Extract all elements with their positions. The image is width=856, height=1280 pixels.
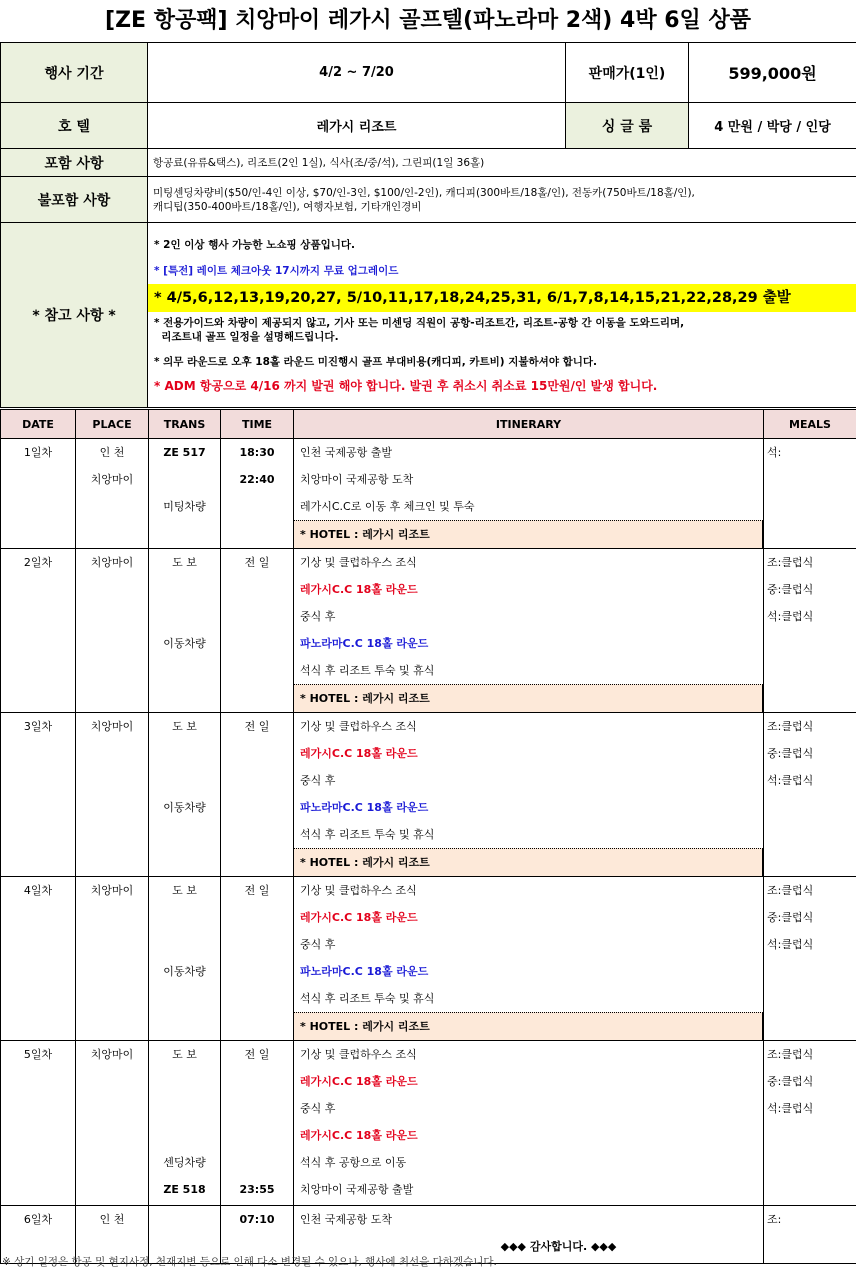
single-room-label: 싱 글 룸 — [566, 103, 689, 149]
place-text — [76, 740, 148, 767]
day-date-cell — [1, 713, 76, 877]
itinerary-line: 레가시C.C 18홀 라운드 — [300, 911, 418, 924]
itinerary-line: 기상 및 클럽하우스 조식 — [300, 720, 417, 733]
footer-note: ※ 상기 일정은 항공 및 현지사정, 천재지변 등으로 인해 다소 변경될 수 있으나, 행사에 최선을 다하겠습니다. — [2, 1256, 497, 1268]
meal-text: 석: — [767, 446, 782, 459]
place-text — [76, 767, 148, 794]
trans-text — [149, 848, 220, 875]
day-itinerary-cell — [294, 439, 764, 549]
meal-text — [767, 1012, 856, 1039]
day-itinerary-cell — [294, 877, 764, 1041]
meal-text — [767, 794, 856, 821]
meal-text: 중:클럽식 — [767, 583, 814, 596]
time-text: 07:10 — [239, 1213, 275, 1226]
header-place: PLACE — [76, 410, 149, 439]
hotel-line: * HOTEL : 레가시 리조트 — [294, 1012, 763, 1040]
note-adm: * ADM 항공으로 4/16 까지 발권 해야 합니다. 발권 후 취소시 취소료 15만원/인 발생 합니다. — [154, 378, 658, 393]
include-value: 항공료(유류&택스), 리조트(2인 1실), 식사(조/중/석), 그린피(1일 36홀) — [148, 149, 856, 177]
trans-text — [149, 657, 220, 684]
itinerary-line: 레가시C.C 18홀 라운드 — [300, 1075, 418, 1088]
place-text — [76, 1176, 148, 1203]
time-text — [221, 1122, 293, 1149]
meal-text: 조:클럽식 — [767, 884, 814, 897]
period-label: 행사 기간 — [1, 43, 148, 103]
time-text — [221, 794, 293, 821]
day-meals-cell — [764, 549, 856, 713]
itinerary-line: 기상 및 클럽하우스 조식 — [300, 556, 417, 569]
itinerary-line: 중식 후 — [300, 774, 336, 787]
trans-text — [149, 985, 220, 1012]
meal-text — [767, 985, 856, 1012]
day-place-cell — [76, 439, 149, 549]
day-label: 3일차 — [23, 720, 53, 733]
place-text — [76, 493, 148, 520]
place-text — [76, 576, 148, 603]
itinerary-line: 파노라마C.C 18홀 라운드 — [300, 637, 429, 650]
note-departure-dates: * 4/5,6,12,13,19,20,27, 5/10,11,17,18,24,25,31, 6/1,7,8,14,15,21,22,28,29 출발 — [148, 284, 856, 312]
itinerary-table — [0, 409, 856, 1264]
place-text: 치앙마이 — [90, 1048, 134, 1061]
meal-text: 석:클럽식 — [767, 938, 814, 951]
itinerary-line: 석식 후 리조트 투숙 및 휴식 — [300, 828, 435, 841]
time-text: 전 일 — [244, 1048, 270, 1061]
time-text — [221, 985, 293, 1012]
day-label: 4일차 — [23, 884, 53, 897]
notes-label: * 참고 사항 * — [1, 223, 148, 408]
header-meals: MEALS — [764, 410, 856, 439]
trans-text: ZE 517 — [163, 446, 206, 459]
day-itinerary-cell — [294, 549, 764, 713]
itinerary-line: 기상 및 클럽하우스 조식 — [300, 1048, 417, 1061]
meal-text: 조:클럽식 — [767, 720, 814, 733]
time-text — [221, 931, 293, 958]
time-text — [221, 1149, 293, 1176]
time-text — [221, 958, 293, 985]
day-trans-cell — [149, 713, 221, 877]
place-text: 치앙마이 — [90, 884, 134, 897]
place-text: 치앙마이 — [90, 720, 134, 733]
trans-text — [149, 684, 220, 711]
itinerary-line: 인천 국제공항 출발 — [300, 446, 393, 459]
itinerary-line: 석식 후 공항으로 이동 — [300, 1156, 407, 1169]
itinerary-line: ◆◆◆ 감사합니다. ◆◆◆ — [500, 1240, 617, 1253]
itinerary-line: 레가시C.C 18홀 라운드 — [300, 747, 418, 760]
trans-text — [149, 1012, 220, 1039]
trans-text: 미팅차량 — [163, 500, 206, 513]
place-text — [76, 603, 148, 630]
meal-text — [767, 493, 856, 520]
day-date-cell — [1, 877, 76, 1041]
itinerary-line: 치앙마이 국제공항 출발 — [300, 1183, 414, 1196]
place-text — [76, 904, 148, 931]
itinerary-line: 중식 후 — [300, 938, 336, 951]
meal-text — [767, 520, 856, 547]
trans-text: 도 보 — [172, 720, 197, 733]
time-text — [221, 904, 293, 931]
itinerary-line: 레가시C.C로 이동 후 체크인 및 투숙 — [300, 500, 475, 513]
itinerary-line: 치앙마이 국제공항 도착 — [300, 473, 414, 486]
note-no-shopping: * 2인 이상 행사 가능한 노쇼핑 상품입니다. — [154, 238, 356, 251]
day-date-cell — [1, 1041, 76, 1206]
exclude-line: 미팅센딩차량비($50/인-4인 이상, $70/인-3인, $100/인-2인), 캐디피(300바트/18홀/인), 전동카(750바트/18홀/인), — [153, 186, 695, 199]
day-label: 5일차 — [23, 1048, 53, 1061]
price-label: 판매가(1인) — [566, 43, 689, 103]
itinerary-line: 인천 국제공항 도착 — [300, 1213, 393, 1226]
time-text: 22:40 — [239, 473, 275, 486]
time-text — [221, 848, 293, 875]
day-time-cell — [221, 439, 294, 549]
hotel-line: * HOTEL : 레가시 리조트 — [294, 520, 763, 548]
page-title: [ZE 항공팩] 치앙마이 레가시 골프텔(파노라마 2색) 4박 6일 상품 — [105, 8, 751, 33]
meal-text: 조:클럽식 — [767, 556, 814, 569]
trans-text — [149, 520, 220, 547]
place-text — [76, 931, 148, 958]
trans-text: 도 보 — [172, 1048, 197, 1061]
trans-text — [149, 904, 220, 931]
trans-text — [149, 767, 220, 794]
time-text — [221, 520, 293, 547]
day-row — [1, 1041, 856, 1206]
itinerary-line: 파노라마C.C 18홀 라운드 — [300, 965, 429, 978]
day-meals-cell — [764, 1041, 856, 1206]
day-trans-cell — [149, 439, 221, 549]
place-text — [76, 1149, 148, 1176]
meal-text: 조:클럽식 — [767, 1048, 814, 1061]
trans-text — [149, 740, 220, 767]
trans-text — [149, 1068, 220, 1095]
notes-cell — [148, 223, 856, 408]
day-meals-cell — [764, 439, 856, 549]
exclude-value — [148, 177, 856, 223]
note-guide — [148, 312, 856, 350]
place-text — [76, 794, 148, 821]
place-text: 치앙마이 — [90, 556, 134, 569]
day-row — [1, 549, 856, 713]
day-time-cell — [221, 877, 294, 1041]
itinerary-line: 기상 및 클럽하우스 조식 — [300, 884, 417, 897]
meal-text — [767, 466, 856, 493]
trans-text — [149, 1095, 220, 1122]
meal-text — [767, 630, 856, 657]
header-trans: TRANS — [149, 410, 221, 439]
meal-text: 석:클럽식 — [767, 1102, 814, 1115]
day-time-cell — [221, 713, 294, 877]
trans-text — [149, 466, 220, 493]
trans-text — [149, 1122, 220, 1149]
place-text — [76, 520, 148, 547]
info-table — [0, 42, 856, 408]
meal-text — [767, 1122, 856, 1149]
day-trans-cell — [149, 1041, 221, 1206]
day-label: 6일차 — [23, 1213, 53, 1226]
itinerary-line: 레가시C.C 18홀 라운드 — [300, 1129, 418, 1142]
day-place-cell — [76, 713, 149, 877]
meal-text — [767, 848, 856, 875]
trans-text — [149, 576, 220, 603]
meal-text: 중:클럽식 — [767, 747, 814, 760]
note-mandatory-round: * 의무 라운드로 오후 18홀 라운드 미진행시 골프 부대비용(캐디피, 카트비) 지불하셔야 합니다. — [154, 355, 598, 368]
trans-text: 도 보 — [172, 556, 197, 569]
time-text — [221, 603, 293, 630]
day-row — [1, 439, 856, 549]
trans-text: 이동차량 — [163, 801, 206, 814]
exclude-label: 불포함 사항 — [1, 177, 148, 223]
trans-text: 이동차량 — [163, 965, 206, 978]
time-text — [221, 493, 293, 520]
hotel-line: * HOTEL : 레가시 리조트 — [294, 848, 763, 876]
time-text: 전 일 — [244, 884, 270, 897]
time-text — [221, 657, 293, 684]
meal-text — [767, 1233, 856, 1260]
trans-text — [149, 1206, 220, 1233]
time-text — [221, 1095, 293, 1122]
day-label: 1일차 — [23, 446, 53, 459]
day-meals-cell — [764, 877, 856, 1041]
time-text — [221, 630, 293, 657]
day-date-cell — [1, 439, 76, 549]
time-text — [221, 1068, 293, 1095]
period-value: 4/2 ~ 7/20 — [148, 43, 566, 103]
exclude-line: 캐디팁(350-400바트/18홀/인), 여행자보험, 기타개인경비 — [153, 200, 422, 213]
meal-text: 조: — [767, 1213, 782, 1226]
time-text: 전 일 — [244, 720, 270, 733]
place-text — [76, 657, 148, 684]
price-value: 599,000원 — [689, 43, 856, 103]
place-text: 인 천 — [99, 446, 125, 459]
day-place-cell — [76, 877, 149, 1041]
place-text — [76, 821, 148, 848]
place-text — [76, 848, 148, 875]
note-late-checkout: * [특전] 레이트 체크아웃 17시까지 무료 업그레이드 — [154, 264, 399, 277]
time-text: 18:30 — [239, 446, 275, 459]
day-place-cell — [76, 1041, 149, 1206]
meal-text: 석:클럽식 — [767, 774, 814, 787]
note-guide-line: 리조트내 골프 일정을 설명해드립니다. — [154, 330, 339, 343]
time-text — [221, 576, 293, 603]
day-row — [1, 713, 856, 877]
meal-text — [767, 1176, 856, 1203]
meal-text — [767, 1149, 856, 1176]
time-text: 23:55 — [239, 1183, 275, 1196]
trans-text — [149, 821, 220, 848]
trans-text — [149, 931, 220, 958]
place-text — [76, 1012, 148, 1039]
itinerary-line: 파노라마C.C 18홀 라운드 — [300, 801, 429, 814]
single-room-value: 4 만원 / 박당 / 인당 — [689, 103, 856, 149]
time-text: 전 일 — [244, 556, 270, 569]
day-trans-cell — [149, 877, 221, 1041]
hotel-line: * HOTEL : 레가시 리조트 — [294, 684, 763, 712]
header-date: DATE — [1, 410, 76, 439]
day-date-cell — [1, 549, 76, 713]
place-text — [76, 1095, 148, 1122]
trans-text: 이동차량 — [163, 637, 206, 650]
trans-text: 센딩차량 — [163, 1156, 206, 1169]
itinerary-line: 중식 후 — [300, 1102, 336, 1115]
time-text — [221, 1012, 293, 1039]
day-time-cell — [221, 549, 294, 713]
place-text: 치앙마이 — [90, 473, 134, 486]
trans-text — [149, 603, 220, 630]
meal-text: 중:클럽식 — [767, 911, 814, 924]
day-time-cell — [221, 1041, 294, 1206]
include-label: 포함 사항 — [1, 149, 148, 177]
place-text — [76, 985, 148, 1012]
place-text — [76, 1122, 148, 1149]
place-text — [76, 630, 148, 657]
meal-text: 석:클럽식 — [767, 610, 814, 623]
itinerary-line: 중식 후 — [300, 610, 336, 623]
trans-text: ZE 518 — [163, 1183, 206, 1196]
meal-text: 중:클럽식 — [767, 1075, 814, 1088]
place-text: 인 천 — [99, 1213, 125, 1226]
place-text — [76, 684, 148, 711]
hotel-value: 레가시 리조트 — [148, 103, 566, 149]
trans-text: 도 보 — [172, 884, 197, 897]
header-itinerary: ITINERARY — [294, 410, 764, 439]
place-text — [76, 1068, 148, 1095]
day-meals-cell — [764, 713, 856, 877]
day-row — [1, 877, 856, 1041]
day-itinerary-cell — [294, 1041, 764, 1206]
day-meals-cell — [764, 1206, 856, 1264]
meal-text — [767, 958, 856, 985]
itinerary-line: 석식 후 리조트 투숙 및 휴식 — [300, 664, 435, 677]
itinerary-line: 레가시C.C 18홀 라운드 — [300, 583, 418, 596]
time-text — [221, 821, 293, 848]
note-guide-line: * 전용가이드와 차량이 제공되지 않고, 기사 또는 미센딩 직원이 공항-리조트간, 리조트-공항 간 이동을 도와드리며, — [154, 316, 685, 329]
time-text — [221, 740, 293, 767]
day-trans-cell — [149, 549, 221, 713]
day-label: 2일차 — [23, 556, 53, 569]
itinerary-line: 석식 후 리조트 투숙 및 휴식 — [300, 992, 435, 1005]
place-text — [76, 958, 148, 985]
day-itinerary-cell — [294, 713, 764, 877]
meal-text — [767, 684, 856, 711]
day-place-cell — [76, 549, 149, 713]
hotel-label: 호 텔 — [1, 103, 148, 149]
meal-text — [767, 657, 856, 684]
time-text — [221, 767, 293, 794]
time-text — [221, 684, 293, 711]
meal-text — [767, 821, 856, 848]
header-time: TIME — [221, 410, 294, 439]
